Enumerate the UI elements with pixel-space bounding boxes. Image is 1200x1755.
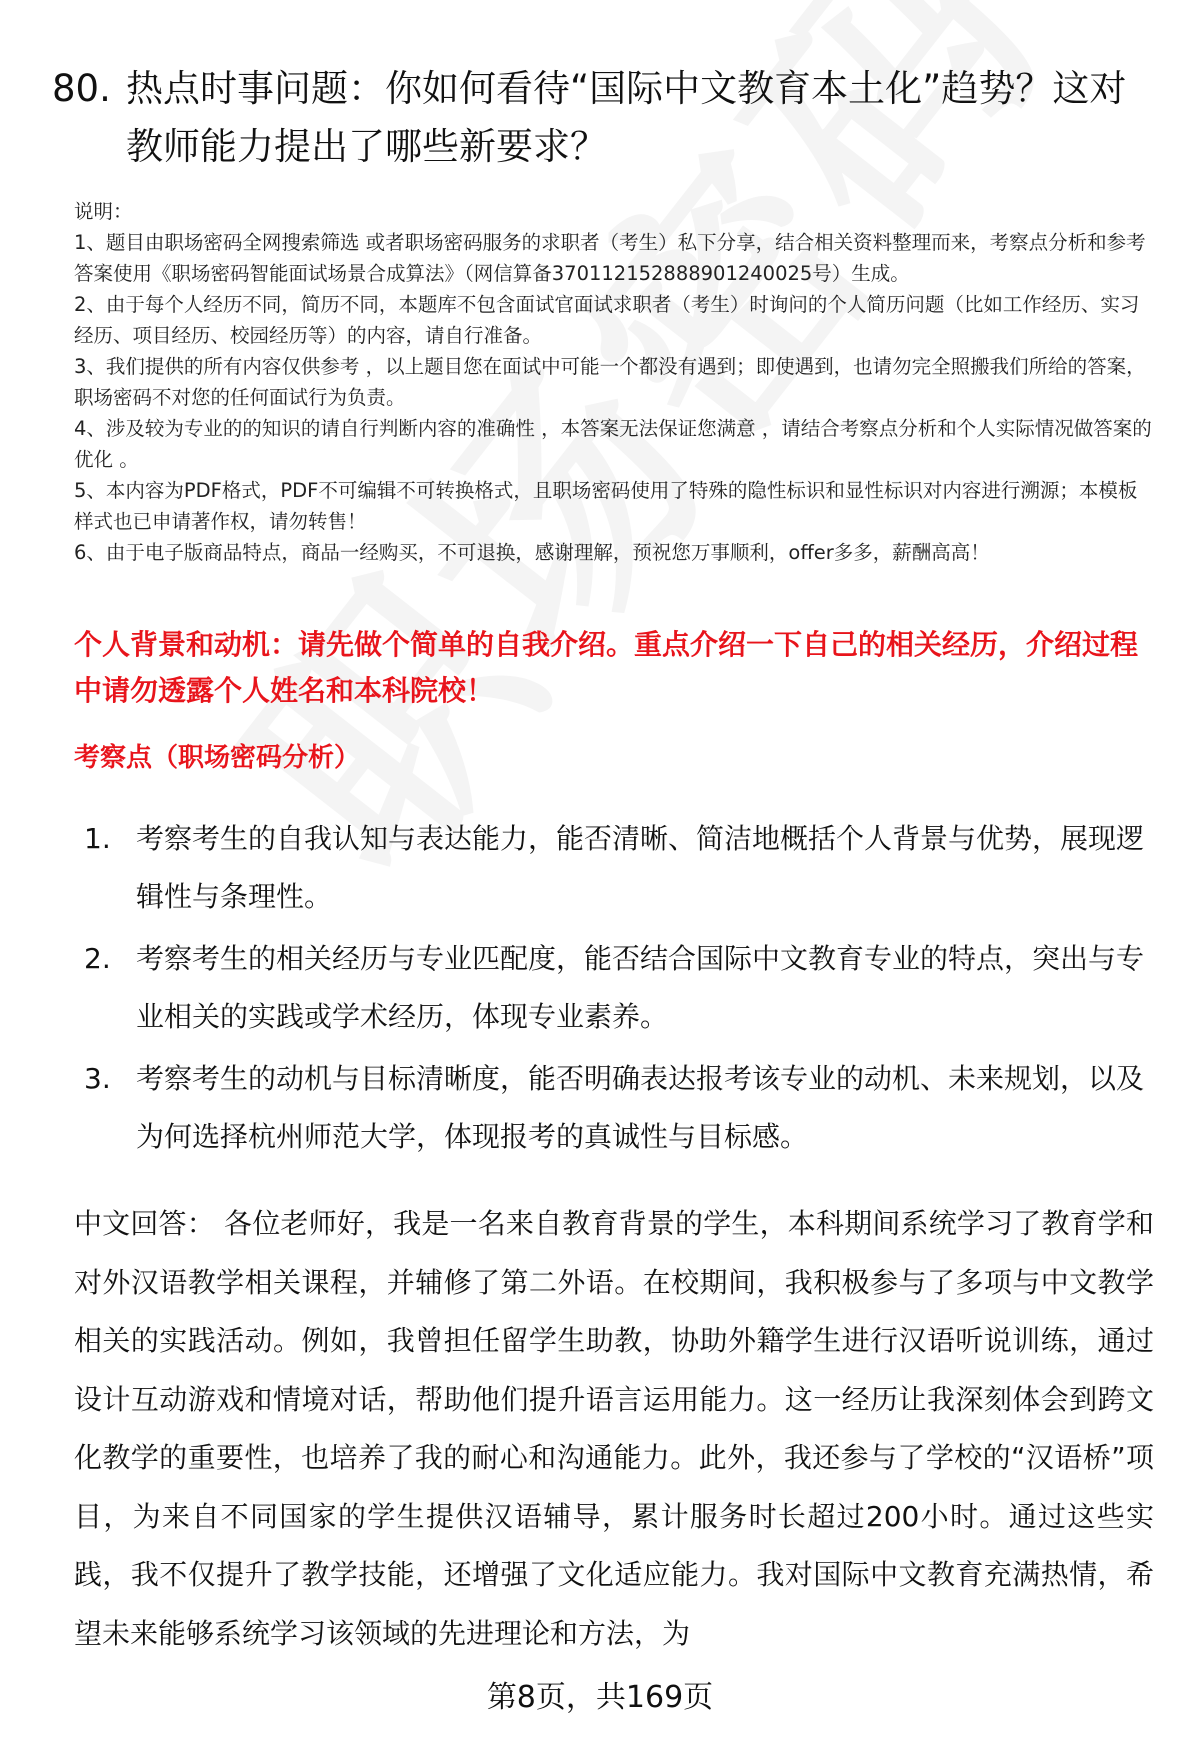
question-title [52, 60, 1152, 176]
list-item [74, 930, 1154, 1046]
point-text: 考察考生的相关经历与专业匹配度，能否结合国际中文教育专业的特点，突出与专业相关的实践或学术经历，体现专业素养。 [136, 942, 1145, 1033]
section-heading: 个人背景和动机：请先做个简单的自我介绍。重点介绍一下自己的相关经历，介绍过程中请勿透露个人姓名和本科院校！ [74, 628, 1139, 707]
point-number: 1. [84, 822, 111, 855]
analysis-points [74, 810, 1154, 1170]
note-item: 1、题目由职场密码全网搜索筛选 或者职场密码服务的求职者（考生）私下分享，结合相关资料整理而来，考察点分析和参考答案使用《职场密码智能面试场景合成算法》（网信算备370112152888901240025号）生成。 [74, 231, 1146, 285]
list-item [74, 1050, 1154, 1166]
point-text: 考察考生的动机与目标清晰度，能否明确表达报考该专业的动机、未来规划，以及为何选择杭州师范大学，体现报考的真诚性与目标感。 [136, 1062, 1145, 1153]
answer-paragraph: 中文回答： 各位老师好，我是一名来自教育背景的学生，本科期间系统学习了教育学和对外汉语教学相关课程，并辅修了第二外语。在校期间，我积极参与了多项与中文教学相关的实践活动。例如，我曾担任留学生助教，协助外籍学生进行汉语听说训练，通过设计互动游戏和情境对话，帮助他们提升语言运用能力。这一经历让我深刻体会到跨文化教学的重要性，也培养了我的耐心和沟通能力。此外，我还参与了学校的“汉语桥”项目，为来自不同国家的学生提供汉语辅导，累计服务时长超过200小时。通过这些实践，我不仅提升了教学技能，还增强了文化适应能力。我对国际中文教育充满热情，希望未来能够系统学习该领域的先进理论和方法，为 [74, 1207, 1154, 1650]
note-item: 3、我们提供的所有内容仅供参考 ，以上题目您在面试中可能一个都没有遇到；即使遇到，也请勿完全照搬我们所给的答案，职场密码不对您的任何面试行为负责。 [74, 355, 1146, 409]
note-item: 4、涉及较为专业的的知识的请自行判断内容的准确性 ，本答案无法保证您满意 ，请结合考察点分析和个人实际情况做答案的优化 。 [74, 417, 1152, 471]
question-number: 80. [52, 67, 111, 110]
note-item: 2、由于每个人经历不同，简历不同，本题库不包含面试官面试求职者（考生）时询问的个人简历问题（比如工作经历、实习经历、项目经历、校园经历等）的内容，请自行准备。 [74, 293, 1140, 347]
analysis-heading: 考察点（职场密码分析） [74, 743, 361, 773]
point-text: 考察考生的自我认知与表达能力，能否清晰、简洁地概括个人背景与优势，展现逻辑性与条理性。 [136, 822, 1145, 913]
note-item: 5、本内容为PDF格式，PDF不可编辑不可转换格式，且职场密码使用了特殊的隐性标识和显性标识对内容进行溯源；本模板样式也已申请著作权，请勿转售！ [74, 479, 1138, 533]
note-item: 6、由于电子版商品特点，商品一经购买，不可退换，感谢理解，预祝您万事顺利，offer多多，薪酬高高！ [74, 541, 990, 564]
point-number: 3. [84, 1062, 111, 1095]
notes-heading: 说明： [74, 200, 133, 223]
page-footer: 第8页，共169页 [486, 1680, 714, 1715]
point-number: 2. [84, 942, 111, 975]
list-item [74, 810, 1154, 926]
question-text: 热点时事问题：你如何看待“国际中文教育本土化”趋势？这对教师能力提出了哪些新要求？ [126, 67, 1127, 168]
notes-block [74, 196, 1154, 568]
